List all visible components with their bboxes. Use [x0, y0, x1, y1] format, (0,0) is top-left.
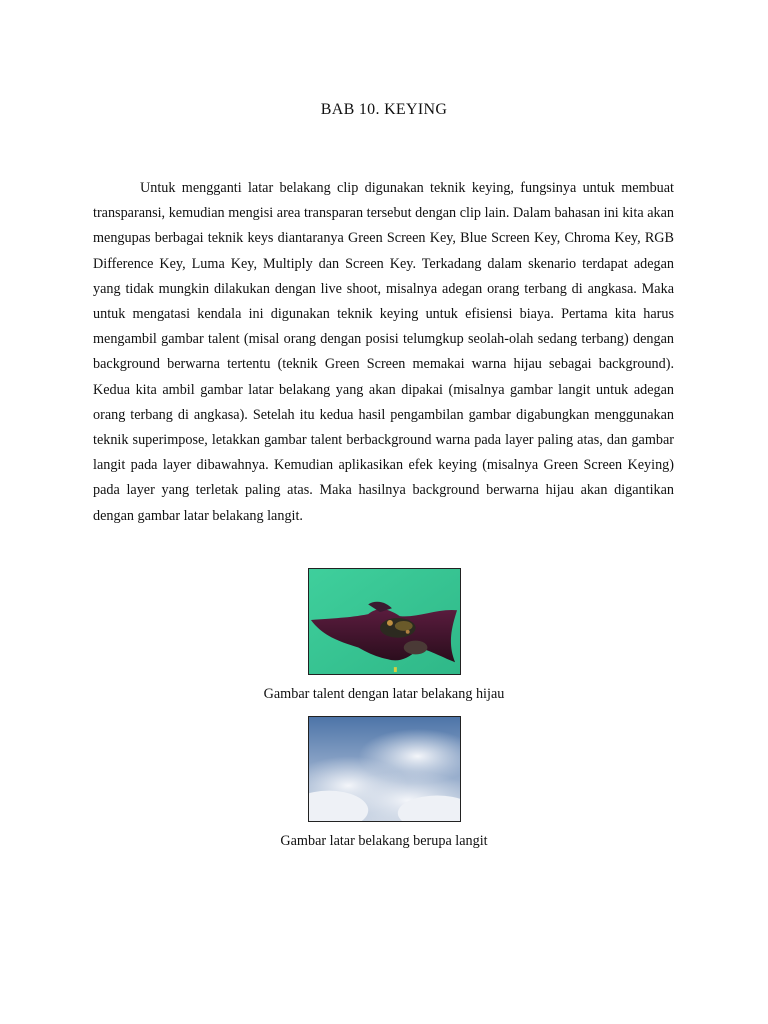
body-paragraph: Untuk mengganti latar belakang clip digunakan teknik keying, fungsinya untuk membuat transparansi, kemudian mengisi area transparan tersebut dengan clip lain. Dalam bahasan ini kita akan mengupas berbagai teknik keys diantaranya Green Screen Key, Blue Screen Key, Chroma Key, RGB Difference Key, Luma Key, Multiply dan Screen Key. Terkadang dalam skenario terdapat adegan yang tidak mungkin dilakukan dengan live shoot, misalnya adegan orang terbang di angkasa. Maka untuk mengatasi kendala ini digunakan teknik keying untuk efisiensi biaya. Pertama kita harus mengambil gambar talent (misal orang dengan posisi telumgkup seolah-olah sedang terbang) dengan background berwarna tertentu (teknik Green Screen memakai warna hijau sebagai background). Kedua kita ambil gambar latar belakang yang akan dipakai (misalnya gambar langit untuk adegan orang terbang di angkasa). Setelah itu kedua hasil pengambilan gambar digabungkan menggunakan teknik superimpose, letakkan gambar talent berbackground warna pada layer paling atas, dan gambar langit pada layer dibawahnya. Kemudian aplikasikan efek keying (misalnya Green Screen Keying) pada layer yang terletak paling atas. Maka hasilnya background berwarna hijau akan digantikan dengan gambar latar belakang langit.	[93, 180, 674, 524]
chapter-title: BAB 10. KEYING	[320, 101, 448, 118]
green-screen-talent-image	[308, 568, 461, 675]
sky-background-image	[308, 716, 461, 822]
figure-caption-1: Gambar talent dengan latar belakang hijau	[263, 686, 505, 702]
figure-caption-2: Gambar latar belakang berupa langit	[280, 833, 488, 849]
